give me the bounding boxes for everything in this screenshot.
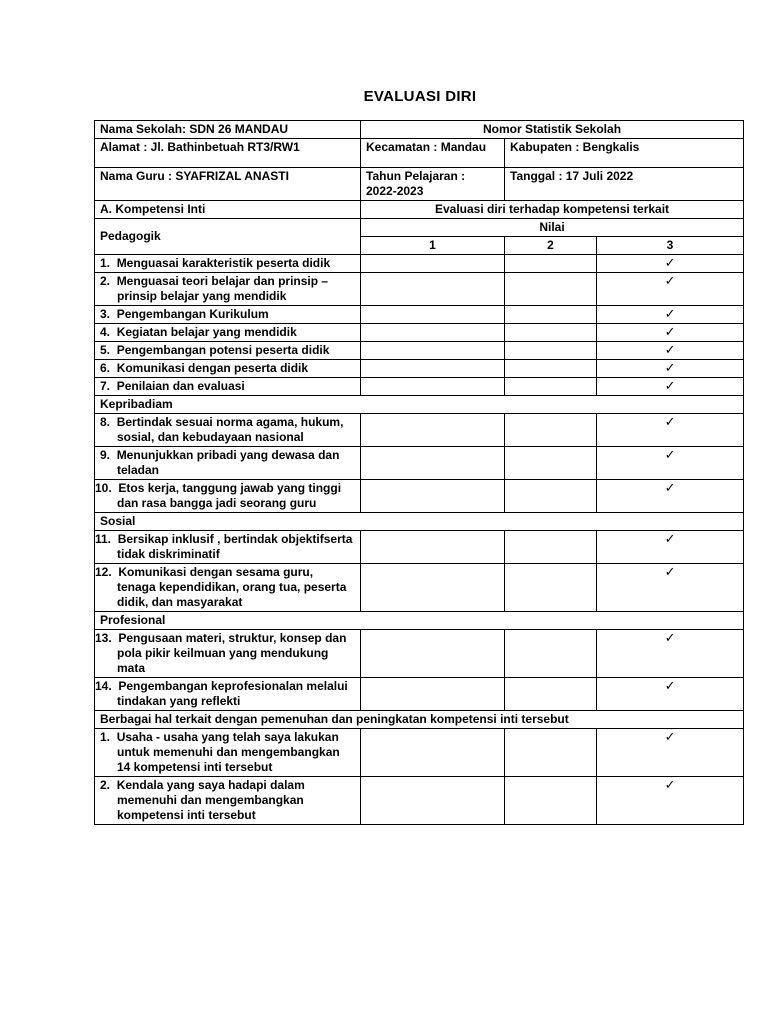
competency-text: Penilaian dan evaluasi <box>116 379 245 393</box>
competency-number: 10. <box>95 481 112 495</box>
section-a-title: A. Kompetensi Inti <box>95 201 361 219</box>
competency-item <box>95 273 361 306</box>
checkmark-icon: ✓ <box>664 307 676 322</box>
competency-row <box>95 777 744 825</box>
teacher-name: Nama Guru : SYAFRIZAL ANASTI <box>95 168 361 201</box>
competency-number: 11. <box>95 532 112 546</box>
competency-row <box>95 630 744 678</box>
score-cell-1[interactable] <box>361 531 505 564</box>
checkmark-icon: ✓ <box>664 415 676 430</box>
competency-item <box>95 678 361 711</box>
score-cell-2[interactable] <box>505 678 597 711</box>
competency-number: 7. <box>100 379 111 393</box>
group-title: Sosial <box>95 513 744 531</box>
checkmark-icon: ✓ <box>664 631 676 646</box>
checkmark-icon: ✓ <box>664 448 676 463</box>
competency-number: 8. <box>100 415 111 429</box>
nilai-label: Nilai <box>361 219 744 237</box>
checkmark-icon: ✓ <box>664 532 676 547</box>
score-cell-1[interactable] <box>361 678 505 711</box>
score-cell-2[interactable] <box>505 306 597 324</box>
competency-text: Kegiatan belajar yang mendidik <box>116 325 297 339</box>
competency-row <box>95 414 744 447</box>
competency-row <box>95 255 744 273</box>
competency-item <box>95 777 361 825</box>
group-title: Pedagogik <box>95 219 361 255</box>
group-header-row <box>95 219 744 237</box>
competency-number: 1. <box>100 256 111 270</box>
competency-number: 6. <box>100 361 111 375</box>
competency-item <box>95 306 361 324</box>
competency-number: 12. <box>95 565 112 579</box>
section-a-row <box>95 201 744 219</box>
score-cell-3[interactable] <box>597 531 744 564</box>
score-cell-2[interactable] <box>505 531 597 564</box>
competency-row <box>95 678 744 711</box>
score-cell-2[interactable] <box>505 630 597 678</box>
competency-text: Kendala yang saya hadapi dalam memenuhi dan mengembangkan kompetensi inti tersebut <box>116 778 305 822</box>
competency-row <box>95 480 744 513</box>
competency-row <box>95 306 744 324</box>
competency-row <box>95 531 744 564</box>
checkmark-icon: ✓ <box>664 325 676 340</box>
score-cell-3[interactable] <box>597 255 744 273</box>
competency-text: Pengembangan keprofesionalan melalui tindakan yang reflekti <box>117 679 348 708</box>
group-header-row <box>95 396 744 414</box>
competency-row <box>95 378 744 396</box>
header-row-address <box>95 139 744 168</box>
score-cell-1[interactable] <box>361 630 505 678</box>
competency-row <box>95 447 744 480</box>
score-cell-1[interactable] <box>361 414 505 447</box>
checkmark-icon: ✓ <box>664 379 676 394</box>
academic-year <box>361 168 505 201</box>
competency-text: Usaha - usaha yang telah saya lakukan untuk memenuhi dan mengembangkan 14 kompetensi inti tersebut <box>116 730 340 774</box>
school-name: Nama Sekolah: SDN 26 MANDAU <box>95 121 361 139</box>
score-cell-2[interactable] <box>505 342 597 360</box>
competency-text: Pengusaan materi, struktur, konsep dan pola pikir keilmuan yang mendukung mata <box>117 631 347 675</box>
competency-item <box>95 378 361 396</box>
score-cell-3[interactable] <box>597 777 744 825</box>
competency-number: 14. <box>95 679 112 693</box>
score-cell-3[interactable] <box>597 630 744 678</box>
school-statistic-number-label: Nomor Statistik Sekolah <box>361 121 744 139</box>
competency-number: 4. <box>100 325 111 339</box>
score-cell-2[interactable] <box>505 360 597 378</box>
score-cell-1[interactable] <box>361 273 505 306</box>
score-cell-1[interactable] <box>361 378 505 396</box>
competency-item <box>95 729 361 777</box>
competency-number: 13. <box>95 631 112 645</box>
document-title: EVALUASI DIRI <box>363 88 477 105</box>
score-cell-2[interactable] <box>505 729 597 777</box>
competency-number: 2. <box>100 274 111 288</box>
competency-row <box>95 729 744 777</box>
competency-text: Bersikap inklusif , bertindak objektifserta tidak diskriminatif <box>117 532 353 561</box>
score-cell-3[interactable] <box>597 306 744 324</box>
score-cell-3[interactable] <box>597 324 744 342</box>
nilai-column-3: 3 <box>597 237 744 255</box>
header-row-school <box>95 121 744 139</box>
group-title: Profesional <box>95 612 744 630</box>
checkmark-icon: ✓ <box>664 343 676 358</box>
score-cell-3[interactable] <box>597 414 744 447</box>
group-title: Kepribadiam <box>95 396 744 414</box>
academic-year-value: 2022-2023 <box>366 184 424 198</box>
academic-year-label: Tahun Pelajaran : <box>366 169 466 183</box>
score-cell-1[interactable] <box>361 729 505 777</box>
score-cell-1[interactable] <box>361 306 505 324</box>
regency: Kabupaten : Bengkalis <box>505 139 744 168</box>
competency-number: 5. <box>100 343 111 357</box>
score-cell-2[interactable] <box>505 378 597 396</box>
header-row-teacher <box>95 168 744 201</box>
competency-text: Pengembangan potensi peserta didik <box>116 343 330 357</box>
competency-text: Etos kerja, tanggung jawab yang tinggi dan rasa bangga jadi seorang guru <box>117 481 342 510</box>
competency-text: Menguasai karakteristik peserta didik <box>116 256 331 270</box>
competency-number: 1. <box>100 730 111 744</box>
score-cell-2[interactable] <box>505 414 597 447</box>
score-cell-2[interactable] <box>505 447 597 480</box>
competency-number: 9. <box>100 448 111 462</box>
competency-item <box>95 447 361 480</box>
score-cell-2[interactable] <box>505 564 597 612</box>
competency-item <box>95 414 361 447</box>
score-cell-3[interactable] <box>597 564 744 612</box>
score-cell-2[interactable] <box>505 255 597 273</box>
checkmark-icon: ✓ <box>664 679 676 694</box>
score-cell-1[interactable] <box>361 447 505 480</box>
group-header-row <box>95 612 744 630</box>
evaluation-table <box>94 120 744 825</box>
score-cell-2[interactable] <box>505 777 597 825</box>
checkmark-icon: ✓ <box>664 481 676 496</box>
district: Kecamatan : Mandau <box>361 139 505 168</box>
score-cell-3[interactable] <box>597 273 744 306</box>
score-cell-3[interactable] <box>597 729 744 777</box>
competency-text: Komunikasi dengan sesama guru, tenaga kependidikan, orang tua, peserta didik, dan masyarakat <box>117 565 347 609</box>
competency-row <box>95 324 744 342</box>
score-cell-2[interactable] <box>505 480 597 513</box>
nilai-column-2: 2 <box>505 237 597 255</box>
checkmark-icon: ✓ <box>664 361 676 376</box>
score-cell-3[interactable] <box>597 678 744 711</box>
competency-row <box>95 564 744 612</box>
competency-item <box>95 564 361 612</box>
competency-item <box>95 630 361 678</box>
checkmark-icon: ✓ <box>664 565 676 580</box>
score-cell-3[interactable] <box>597 378 744 396</box>
score-cell-3[interactable] <box>597 447 744 480</box>
competency-text: Bertindak sesuai norma agama, hukum, sosial, dan kebudayaan nasional <box>116 415 344 444</box>
section-b-row <box>95 711 744 729</box>
competency-text: Menunjukkan pribadi yang dewasa dan teladan <box>116 448 340 477</box>
score-cell-1[interactable] <box>361 255 505 273</box>
competency-text: Menguasai teori belajar dan prinsip – prinsip belajar yang mendidik <box>116 274 329 303</box>
checkmark-icon: ✓ <box>664 730 676 745</box>
checkmark-icon: ✓ <box>664 778 676 793</box>
competency-item <box>95 531 361 564</box>
competency-item <box>95 342 361 360</box>
competency-row <box>95 342 744 360</box>
score-cell-1[interactable] <box>361 480 505 513</box>
group-header-row <box>95 513 744 531</box>
section-b-title: Berbagai hal terkait dengan pemenuhan dan peningkatan kompetensi inti tersebut <box>95 711 744 729</box>
score-cell-1[interactable] <box>361 324 505 342</box>
score-cell-1[interactable] <box>361 564 505 612</box>
competency-number: 3. <box>100 307 111 321</box>
competency-text: Komunikasi dengan peserta didik <box>116 361 309 375</box>
score-cell-1[interactable] <box>361 342 505 360</box>
evaluation-date: Tanggal : 17 Juli 2022 <box>505 168 744 201</box>
score-cell-1[interactable] <box>361 360 505 378</box>
competency-item <box>95 360 361 378</box>
checkmark-icon: ✓ <box>664 256 676 271</box>
competency-row <box>95 360 744 378</box>
score-cell-1[interactable] <box>361 777 505 825</box>
nilai-column-1: 1 <box>361 237 505 255</box>
score-cell-3[interactable] <box>597 360 744 378</box>
score-cell-2[interactable] <box>505 273 597 306</box>
competency-number: 2. <box>100 778 111 792</box>
checkmark-icon: ✓ <box>664 274 676 289</box>
score-cell-3[interactable] <box>597 342 744 360</box>
score-cell-2[interactable] <box>505 324 597 342</box>
school-address: Alamat : Jl. Bathinbetuah RT3/RW1 <box>95 139 361 168</box>
score-cell-3[interactable] <box>597 480 744 513</box>
competency-text: Pengembangan Kurikulum <box>116 307 269 321</box>
competency-item <box>95 324 361 342</box>
competency-row <box>95 273 744 306</box>
competency-item <box>95 255 361 273</box>
competency-item <box>95 480 361 513</box>
evaluation-header: Evaluasi diri terhadap kompetensi terkait <box>361 201 744 219</box>
